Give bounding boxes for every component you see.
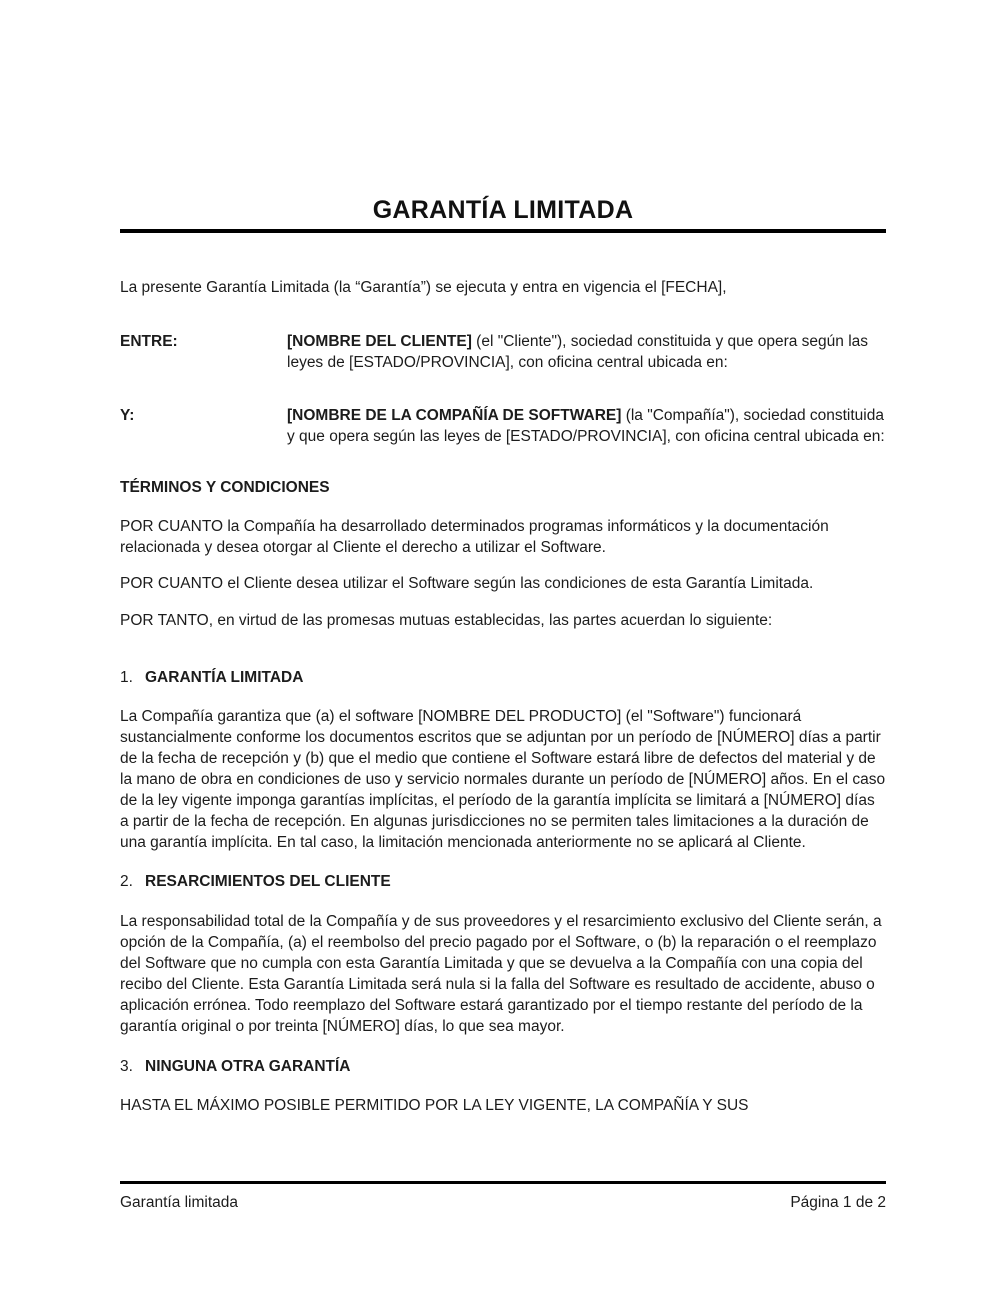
party-label-y: Y: xyxy=(120,407,135,424)
section-body-2: La responsabilidad total de la Compañía y de sus proveedores y el resarcimiento exclusivo del Cliente serán, a opción de la Compañía, (a) el reembolso del precio pagado por el Software, o (b) la reparación o el reemplazo del Software que no cumpla con esta Garantía Limitada y que se devuelva a la Compañía con una copia del recibo del Cliente. Esta Garantía Limitada será nula si la falla del Software es resultado de accidente, abuso o aplicación errónea. Todo reemplazo del Software estará garantizado por el tiempo restante del período de la garantía original o por treinta [NÚMERO] días, lo que sea mayor. xyxy=(120,913,882,1035)
recital-paragraph: POR TANTO, en virtud de las promesas mutuas establecidas, las partes acuerdan lo siguiente: xyxy=(120,612,773,629)
party-description: (el "Cliente"), sociedad constituida y que opera según las leyes de [ESTADO/PROVINCIA], con oficina central ubicada en: xyxy=(287,333,869,371)
section-title: RESARCIMIENTOS DEL CLIENTE xyxy=(145,873,391,890)
section-number: 2. xyxy=(120,873,133,890)
party-name-placeholder: [NOMBRE DE LA COMPAÑÍA DE SOFTWARE] xyxy=(287,407,622,424)
section-title: NINGUNA OTRA GARANTÍA xyxy=(145,1058,351,1075)
section-heading-2 xyxy=(120,871,886,892)
page-title: GARANTÍA LIMITADA xyxy=(372,196,634,224)
recital-paragraph: POR CUANTO el Cliente desea utilizar el Software según las condiciones de esta Garantía Limitada. xyxy=(120,575,814,592)
party-row-entre xyxy=(120,331,886,373)
footer-document-title: Garantía limitada xyxy=(120,1194,239,1211)
title-rule xyxy=(120,229,886,233)
party-name-placeholder: [NOMBRE DEL CLIENTE] xyxy=(287,333,472,350)
section-body-1: La Compañía garantiza que (a) el software [NOMBRE DEL PRODUCTO] (el "Software") funcionará sustancialmente conforme los documentos escritos que se adjuntan por un período de [NÚMERO] días a partir de la fecha de recepción y (b) que el medio que contiene el Software estará libre de defectos del material y de la mano de obra en condiciones de uso y servicio normales durante un período de [NÚMERO] años. En el caso de la ley vigente imponga garantías implícitas, el período de la garantía implícita se limitará a [NÚMERO] días a partir de la fecha de recepción. En algunas jurisdicciones no se permiten tales limitaciones a la duración de una garantía implícita. En tal caso, la limitación mencionada anteriormente no se aplicará al Cliente. xyxy=(120,708,886,851)
section-body-3: HASTA EL MÁXIMO POSIBLE PERMITIDO POR LA LEY VIGENTE, LA COMPAÑÍA Y SUS xyxy=(120,1097,749,1114)
footer-page-number: Página 1 de 2 xyxy=(790,1194,886,1211)
terms-and-conditions-heading: TÉRMINOS Y CONDICIONES xyxy=(120,479,330,496)
party-description: (la "Compañía"), sociedad constituida y que opera según las leyes de [ESTADO/PROVINCIA], con oficina central ubicada en: xyxy=(287,407,885,445)
section-heading-3 xyxy=(120,1056,886,1077)
party-label-entre: ENTRE: xyxy=(120,333,178,350)
intro-paragraph: La presente Garantía Limitada (la “Garantía”) se ejecuta y entra en vigencia el [FECHA], xyxy=(120,279,727,296)
party-text-y xyxy=(287,405,886,447)
recital-paragraph: POR CUANTO la Compañía ha desarrollado determinados programas informáticos y la documentación relacionada y desea otorgar al Cliente el derecho a utilizar el Software. xyxy=(120,518,829,556)
section-number: 3. xyxy=(120,1058,133,1075)
page-footer xyxy=(120,1181,886,1213)
section-heading-1 xyxy=(120,667,886,688)
party-text-entre xyxy=(287,331,886,373)
footer-rule xyxy=(120,1181,886,1184)
party-row-y xyxy=(120,405,886,447)
footer-row xyxy=(120,1192,886,1213)
section-title: GARANTÍA LIMITADA xyxy=(145,669,304,686)
section-number: 1. xyxy=(120,669,133,686)
document-content xyxy=(120,0,886,1116)
